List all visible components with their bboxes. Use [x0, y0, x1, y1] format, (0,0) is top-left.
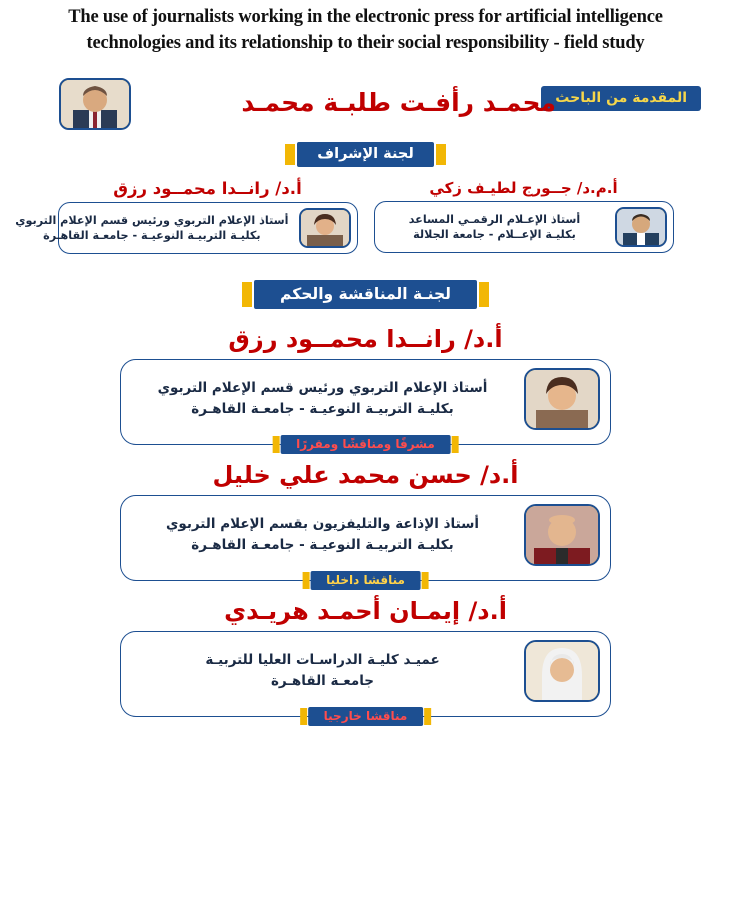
member-line-1: أستاذ الإعلام التربوي ورئيس قسم الإعلام التربوي [157, 380, 488, 396]
member-role-badge [280, 435, 451, 454]
member-details [131, 650, 514, 692]
supervisor-line-2: بكليـة الإعــلام - جامعة الجلالة [413, 228, 576, 241]
page-title [0, 0, 731, 62]
supervision-ribbon-label: لجنة الإشراف [317, 146, 414, 162]
member-line-2: بكليـة التربيـة النوعيـة - جامعـة القاهـرة [191, 401, 454, 417]
member-role-label: مناقشا داخليا [326, 573, 405, 587]
member-photo [524, 368, 600, 430]
portrait-icon [299, 210, 351, 248]
badge-flag-left [302, 572, 309, 589]
supervisor-item-1 [15, 179, 358, 254]
member-role-badge [308, 707, 424, 726]
member-details [131, 514, 514, 556]
member-role-label: مشرفًا ومناقشًا ومقررًا [296, 437, 435, 451]
supervisor-name: أ.د/ رانــدا محمــود رزق [113, 179, 302, 198]
member-card [120, 359, 611, 451]
researcher-badge: المقدمة من الباحث [541, 86, 701, 111]
member-name: أ.د/ رانــدا محمــود رزق [228, 325, 503, 353]
member-line-1: أستاذ الإذاعة والتليفزيون بقسم الإعلام التربوي [165, 516, 479, 532]
member-name: أ.د/ إيمـان أحمـد هريـدي [224, 597, 507, 625]
member-card [120, 495, 611, 587]
ribbon-flag-right [479, 282, 489, 307]
supervisor-line-2: بكليـة التربيـة النوعيـة - جامعـة القاهـرة [43, 229, 261, 242]
researcher-row [0, 76, 731, 134]
portrait-icon [615, 209, 667, 247]
committee-member-2 [0, 461, 731, 587]
supervision-ribbon [297, 142, 434, 167]
member-role-label: مناقشا خارجيا [323, 709, 408, 723]
title-line-1: The use of journalists working in the electronic press for artificial intelligence [68, 7, 663, 27]
member-details [131, 378, 514, 420]
supervisor-details [381, 212, 609, 242]
supervisor-card [374, 201, 674, 253]
badge-flag-left [272, 436, 279, 453]
supervisor-photo [615, 207, 667, 247]
supervisor-line-1: أستاذ الإعـلام الرقمـي المساعد [408, 213, 581, 226]
portrait-icon [524, 506, 600, 566]
supervisor-line-1: أستاذ الإعلام التربوي ورئيس قسم الإعلام التربوي [15, 214, 289, 227]
badge-flag-right [422, 572, 429, 589]
portrait-icon [524, 370, 600, 430]
portrait-icon [524, 642, 600, 702]
title-line-2: technologies and its relationship to their social responsibility - field study [86, 33, 645, 53]
badge-flag-right [452, 436, 459, 453]
researcher-photo [59, 78, 131, 130]
discussion-ribbon-label: لجنـة المناقشة والحكم [280, 285, 451, 303]
member-card [120, 631, 611, 723]
ribbon-flag-right [436, 144, 446, 165]
researcher-name: محمـد رأفـت طلبـة محمـد [241, 88, 556, 117]
supervisor-name: أ.م.د/ جــورج لطيـف زكي [429, 179, 618, 197]
member-line-1: عميـد كليـة الدراسـات العليا للتربيـة [205, 652, 440, 668]
ribbon-flag-left [242, 282, 252, 307]
member-role-badge [310, 571, 421, 590]
ribbon-flag-left [285, 144, 295, 165]
badge-flag-left [300, 708, 307, 725]
portrait-icon [59, 80, 131, 130]
supervisor-photo [299, 208, 351, 248]
supervisor-item-2 [374, 179, 674, 254]
member-line-2: بكليـة التربيـة النوعيـة - جامعـة القاهـرة [191, 537, 454, 553]
supervisor-details [11, 213, 292, 243]
committee-member-3 [0, 597, 731, 723]
member-name: أ.د/ حسن محمد علي خليل [212, 461, 519, 489]
committee-member-1 [0, 325, 731, 451]
badge-flag-right [424, 708, 431, 725]
supervision-list [0, 179, 731, 254]
member-photo [524, 504, 600, 566]
member-photo [524, 640, 600, 702]
member-line-2: جامعـة القاهـرة [270, 673, 375, 689]
discussion-ribbon [254, 280, 477, 309]
supervisor-card [15, 202, 358, 254]
